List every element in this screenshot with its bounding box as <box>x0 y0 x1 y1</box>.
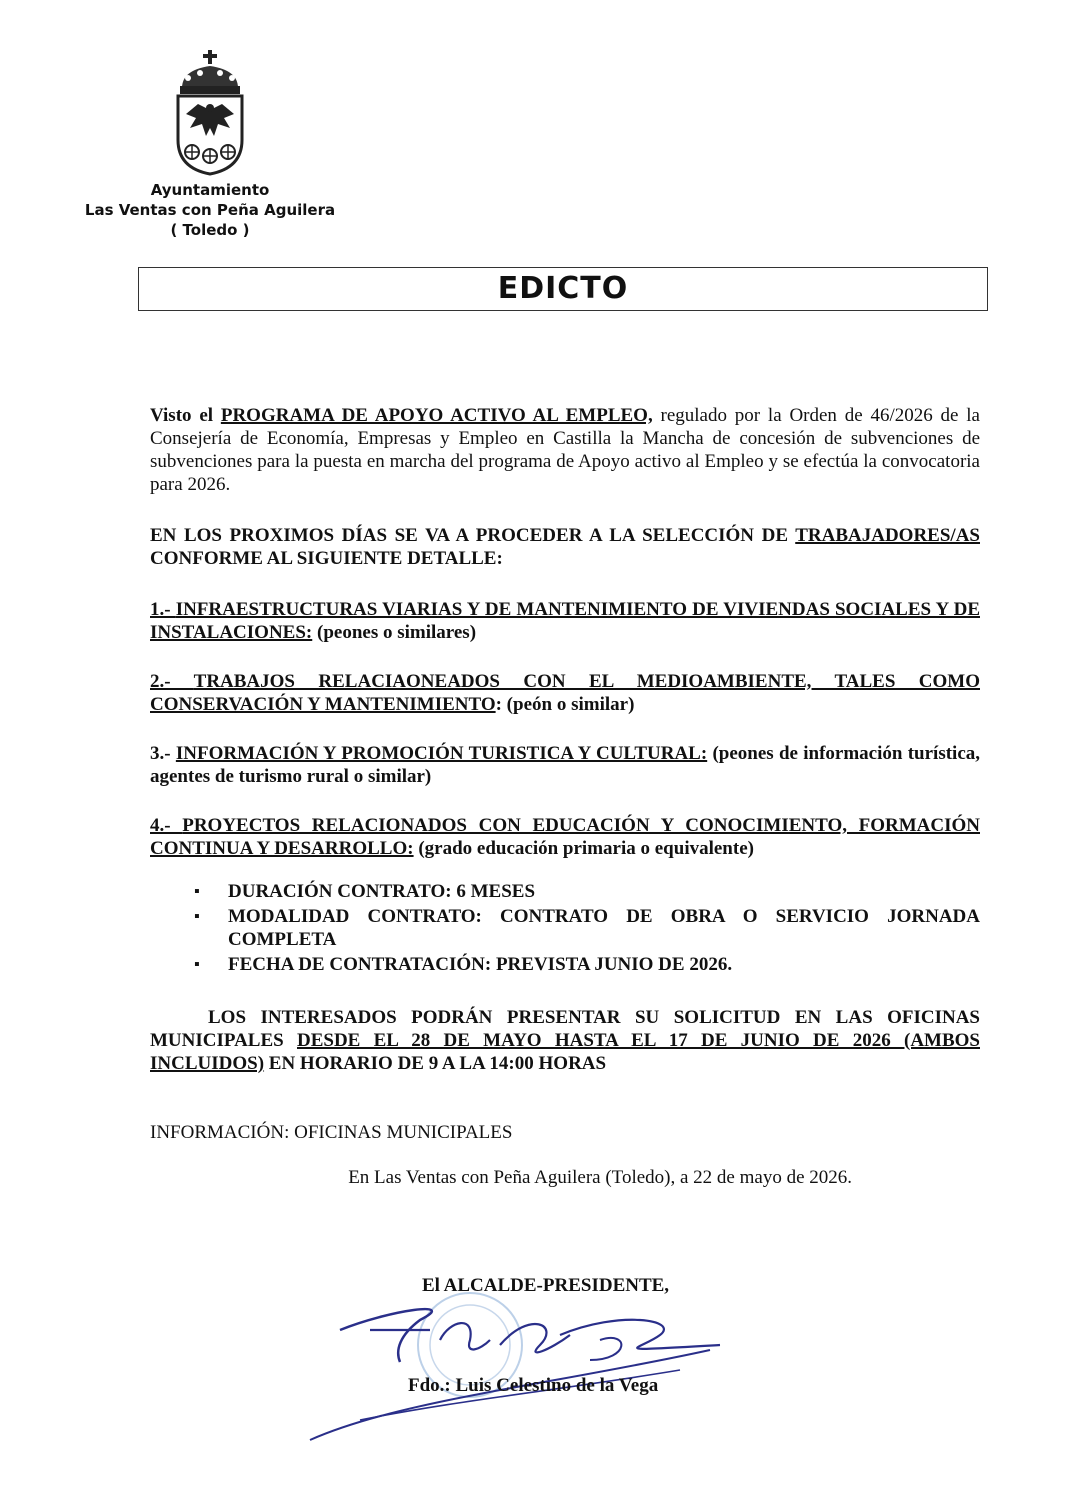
contract-details-list <box>150 880 980 976</box>
header-municipality: Las Ventas con Peña Aguilera <box>84 201 336 219</box>
header-province: ( Toledo ) <box>170 221 250 239</box>
selection-workers: TRABAJADORES/AS <box>795 525 980 546</box>
item-title: PROYECTOS RELACIONADOS CON EDUCACIÓN Y CONOCIMIENTO, FORMACIÓN CONTINUA Y DESARROLLO: <box>150 815 980 859</box>
application-notice <box>150 1006 980 1075</box>
contract-modality: ▪ MODALIDAD CONTRATO: CONTRATO DE OBRA O SERVICIO JORNADA COMPLETA <box>228 905 980 951</box>
item-number: 3.- <box>150 743 176 764</box>
item-detail: (peones de información turística, agentes de turismo rural o similar) <box>150 743 981 787</box>
selection-paragraph <box>150 524 980 570</box>
notice-hours: EN HORARIO DE 9 A LA 14:00 HORAS <box>264 1053 607 1074</box>
contract-duration: ▪ DURACIÓN CONTRATO: 6 MESES <box>228 880 980 903</box>
item-title: INFRAESTRUCTURAS VIARIAS Y DE MANTENIMIENTO DE VIVIENDAS SOCIALES Y DE INSTALACIONES: <box>150 599 980 643</box>
document-body <box>150 404 980 1211</box>
selection-text: EN LOS PROXIMOS DÍAS SE VA A PROCEDER A LA SELECCIÓN DE <box>150 525 796 546</box>
intro-lead: Visto el <box>150 405 221 426</box>
selection-detail: CONFORME AL SIGUIENTE DETALLE: <box>150 548 503 569</box>
signatory-role: El ALCALDE-PRESIDENTE, <box>422 1275 670 1296</box>
list-item <box>150 742 980 788</box>
letterhead <box>60 48 360 240</box>
document-title: EDICTO <box>497 271 629 306</box>
item-title: TRABAJOS RELACIAONEADOS CON EL MEDIOAMBIENTE, TALES COMO CONSERVACIÓN Y MANTENIMIENTO <box>150 671 980 715</box>
item-number: 2.- <box>150 671 194 692</box>
handwritten-signature <box>300 1290 740 1450</box>
item-number: 4.- <box>150 815 183 836</box>
list-item <box>150 670 980 716</box>
intro-paragraph <box>150 404 980 496</box>
signatory-name: Fdo.: Luis Celestino de la Vega <box>408 1375 659 1396</box>
intro-text: regulado por la Orden de 46/2026 de la Consejería de Economía, Empresas y Empleo en Castilla la Mancha de concesión de subvenciones de subvenciones para la puesta en marcha del programa de Apoyo activo al Empleo y se efectúa la convocatoria para 2026. <box>150 405 980 495</box>
contract-date: ▪ FECHA DE CONTRATACIÓN: PREVISTA JUNIO DE 2026. <box>228 953 980 976</box>
title-box <box>138 267 988 311</box>
program-name: PROGRAMA DE APOYO ACTIVO AL EMPLEO, <box>220 405 653 426</box>
item-number: 1.- <box>150 599 176 620</box>
information-line: INFORMACIÓN: OFICINAS MUNICIPALES <box>150 1122 513 1143</box>
coat-of-arms-icon <box>168 48 252 176</box>
item-detail: : (peón o similar) <box>495 694 635 715</box>
list-item <box>150 814 980 860</box>
item-detail: (grado educación primaria o equivalente) <box>413 838 754 859</box>
notice-dates: DESDE EL 28 DE MAYO HASTA EL 17 DE JUNIO DE 2026 (AMBOS INCLUIDOS) <box>150 1030 980 1074</box>
header-organization: Ayuntamiento <box>150 181 270 199</box>
notice-text: LOS INTERESADOS PODRÁN PRESENTAR SU SOLICITUD EN LAS OFICINAS MUNICIPALES <box>150 1007 980 1051</box>
list-item <box>150 598 980 644</box>
item-title: INFORMACIÓN Y PROMOCIÓN TURISTICA Y CULTURAL: <box>175 743 708 764</box>
place-date-line: En Las Ventas con Peña Aguilera (Toledo), a 22 de mayo de 2026. <box>348 1167 852 1188</box>
item-detail: (peones o similares) <box>312 622 477 643</box>
